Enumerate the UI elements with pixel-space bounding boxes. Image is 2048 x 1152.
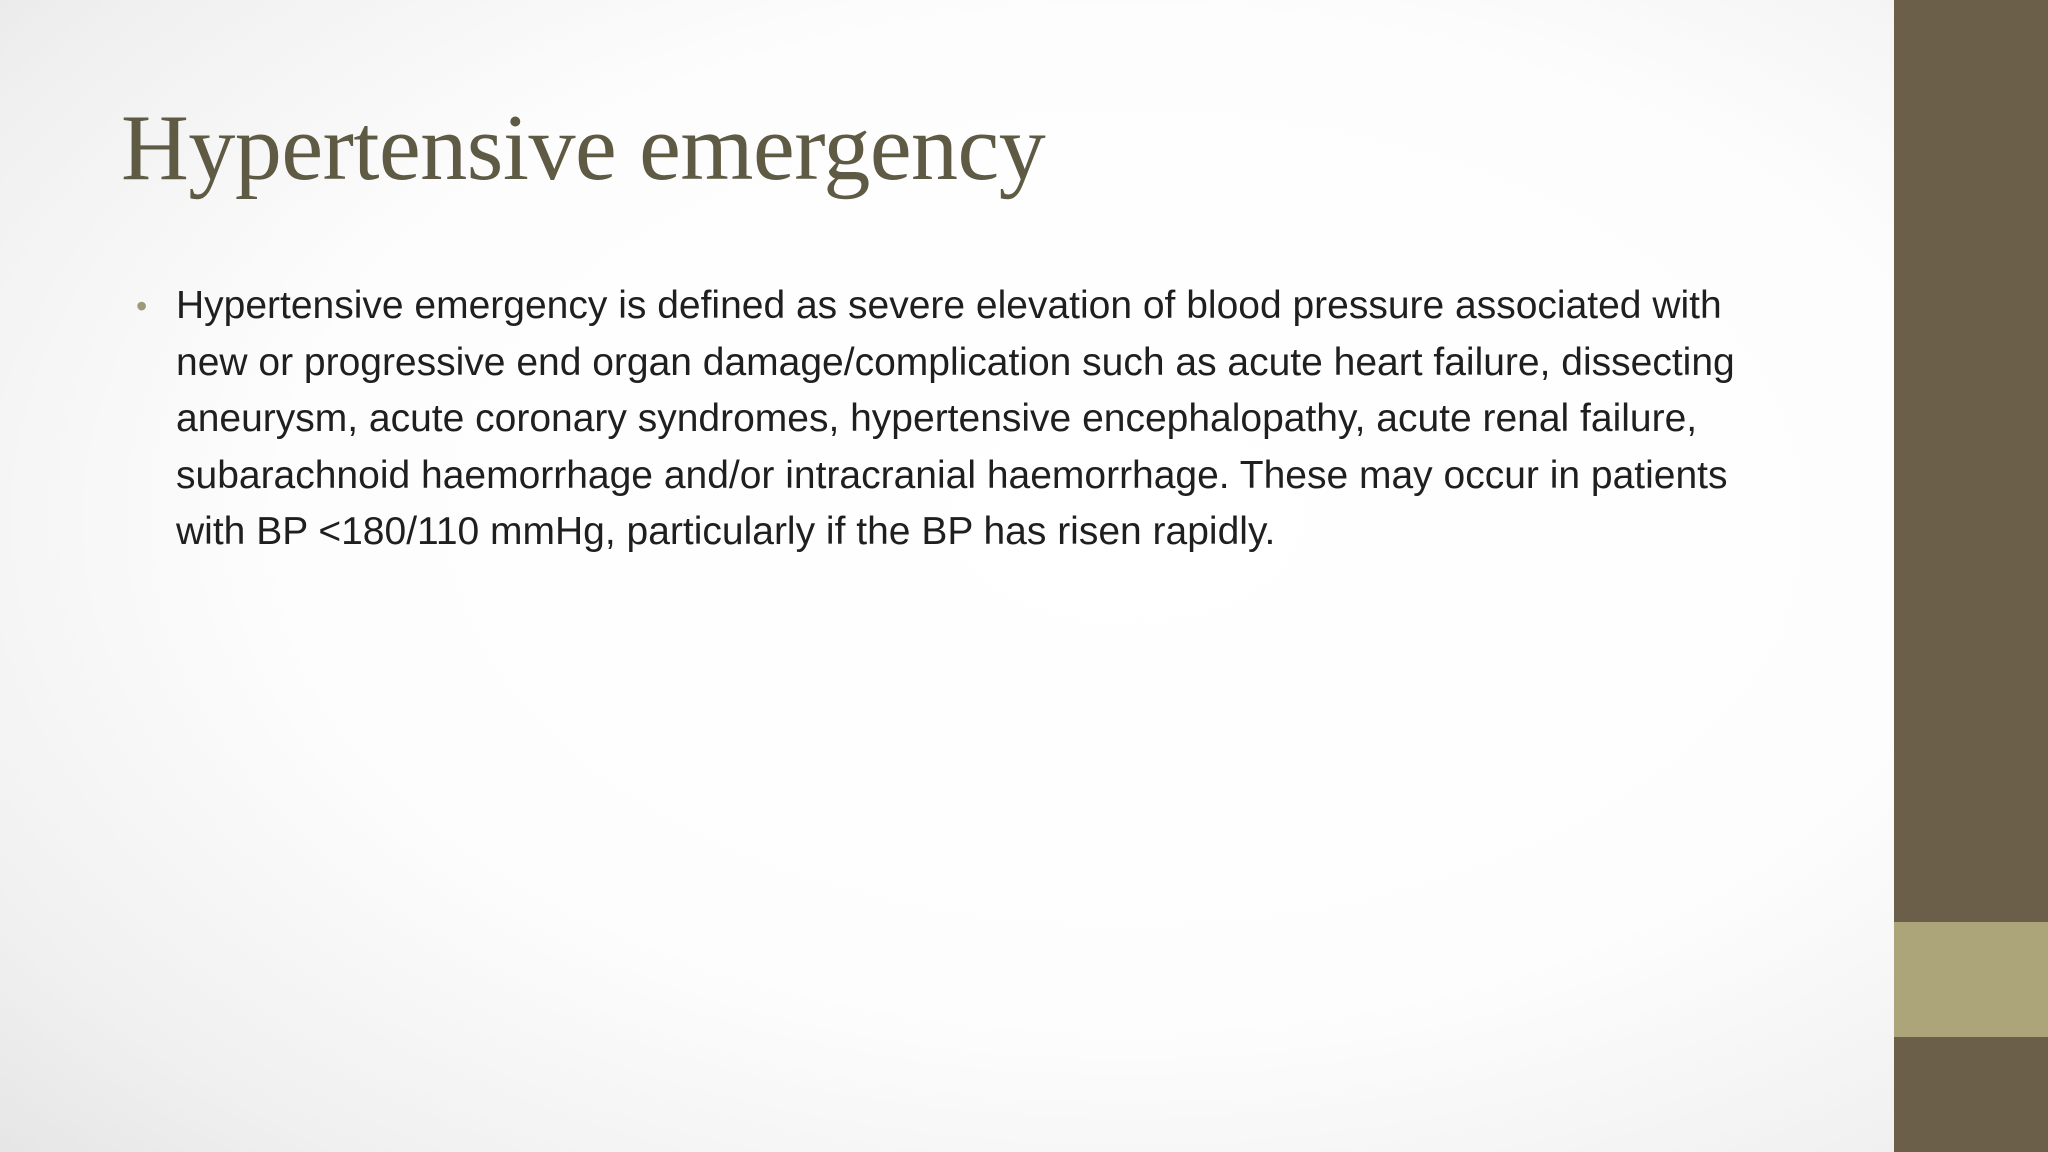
slide-title: Hypertensive emergency [121, 96, 1046, 200]
side-accent-block [1894, 922, 2048, 1037]
bullet-list [136, 278, 1796, 561]
bullet-icon: • [136, 288, 148, 324]
bullet-text: Hypertensive emergency is defined as severe elevation of blood pressure associated with new or progressive end organ damage/complication such as acute heart failure, dissecting aneurysm, acute coronary syndromes, hypertensive encephalopathy, acute renal failure, subarachnoid haemorrhage and/or intracranial haemorrhage. These may occur in patients with BP <180/110 mmHg, particularly if the BP has risen rapidly. [176, 284, 1735, 553]
bullet-item [136, 278, 1796, 561]
